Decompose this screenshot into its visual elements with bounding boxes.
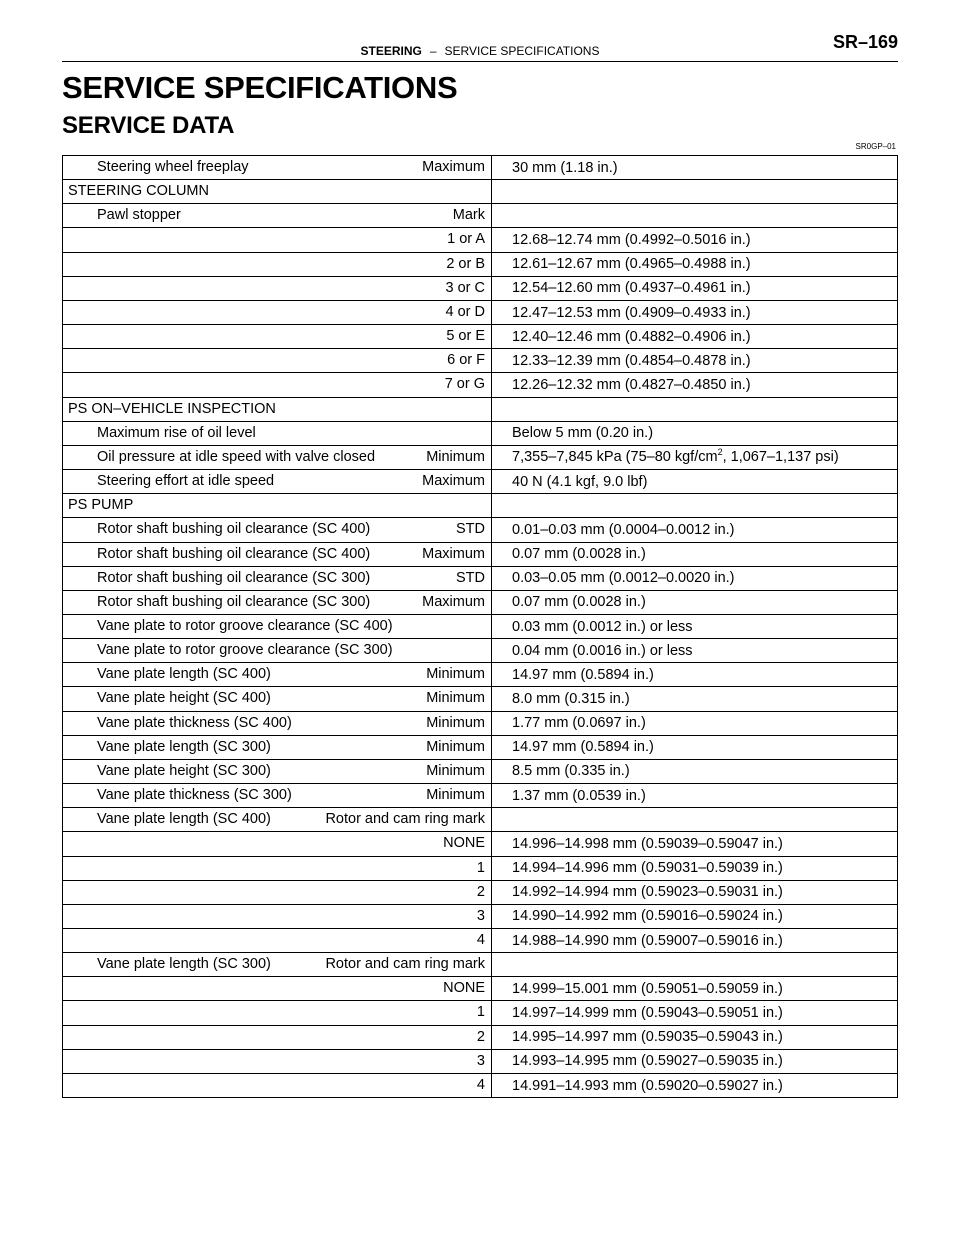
spec-value-cell [492, 204, 898, 228]
spec-condition: Mark [452, 207, 485, 224]
spec-item-cell [63, 228, 492, 252]
spec-condition: Minimum [426, 666, 485, 683]
spec-value: 14.999–15.001 mm (0.59051–0.59059 in.) [512, 980, 783, 997]
table-row [63, 880, 898, 904]
spec-item-cell [63, 880, 492, 904]
spec-condition: NONE [443, 980, 485, 997]
spec-condition: STD [456, 521, 485, 538]
spec-value: 7,355–7,845 kPa (75–80 kgf/cm [512, 449, 718, 466]
spec-item-cell [63, 904, 492, 928]
spec-item-cell [63, 204, 492, 228]
table-row [63, 711, 898, 735]
spec-value: 12.47–12.53 mm (0.4909–0.4933 in.) [512, 304, 751, 321]
spec-value-cell [492, 639, 898, 663]
spec-value-superscript: 2 [717, 447, 723, 458]
spec-value-cell [492, 494, 898, 518]
spec-item-cell [63, 1049, 492, 1073]
spec-item-label: Vane plate thickness (SC 300) [97, 787, 292, 804]
spec-item-cell [63, 711, 492, 735]
spec-value: 8.0 mm (0.315 in.) [512, 691, 630, 708]
spec-condition: 2 or B [446, 255, 485, 272]
table-row [63, 759, 898, 783]
spec-item-cell [63, 953, 492, 977]
table-row [63, 929, 898, 953]
page-number: SR–169 [832, 32, 898, 52]
spec-condition: Maximum [422, 593, 485, 610]
spec-value: 0.07 mm (0.0028 in.) [512, 546, 646, 563]
spec-value: 14.97 mm (0.5894 in.) [512, 666, 654, 683]
table-row [63, 1049, 898, 1073]
spec-value-cell [492, 856, 898, 880]
spec-item-cell [63, 590, 492, 614]
spec-item-cell [63, 1025, 492, 1049]
spec-condition: 4 or D [445, 303, 485, 320]
spec-value-cell [492, 276, 898, 300]
spec-condition: Minimum [426, 762, 485, 779]
table-row [63, 470, 898, 494]
section-title: SERVICE DATA [62, 112, 235, 139]
spec-item-label: Oil pressure at idle speed with valve closed [97, 448, 376, 465]
header-section: STEERING [360, 44, 422, 58]
table-row [63, 180, 898, 204]
table-row [63, 832, 898, 856]
spec-value: 12.40–12.46 mm (0.4882–0.4906 in.) [512, 328, 751, 345]
spec-item-cell [63, 518, 492, 542]
table-row [63, 373, 898, 397]
page-title: SERVICE SPECIFICATIONS [62, 70, 458, 105]
spec-item-cell [63, 397, 492, 421]
spec-condition: STD [456, 569, 485, 586]
spec-value-cell [492, 880, 898, 904]
spec-value: 0.03 mm (0.0012 in.) or less [512, 618, 693, 635]
table-row [63, 735, 898, 759]
spec-item-cell [63, 566, 492, 590]
table-row [63, 518, 898, 542]
spec-value-cell [492, 977, 898, 1001]
spec-value-cell [492, 953, 898, 977]
spec-condition: Minimum [426, 448, 485, 465]
spec-item-cell [63, 373, 492, 397]
spec-item-cell [63, 252, 492, 276]
spec-value-cell [492, 832, 898, 856]
spec-value-cell [492, 663, 898, 687]
spec-condition: 2 [476, 883, 485, 900]
spec-item-cell [63, 276, 492, 300]
header-separator: – [429, 44, 437, 58]
table-row [63, 421, 898, 445]
spec-item-cell [63, 663, 492, 687]
table-row [63, 614, 898, 638]
table-row [63, 1001, 898, 1025]
spec-value: 14.994–14.996 mm (0.59031–0.59039 in.) [512, 860, 783, 877]
spec-value-cell [492, 373, 898, 397]
spec-item-label: Rotor shaft bushing oil clearance (SC 300) [97, 593, 371, 610]
spec-value-cell [492, 711, 898, 735]
table-row [63, 784, 898, 808]
spec-item-cell [63, 325, 492, 349]
spec-value-cell [492, 397, 898, 421]
spec-item-cell [63, 614, 492, 638]
table-row [63, 300, 898, 324]
spec-condition: 1 or A [447, 231, 485, 248]
spec-value: 14.996–14.998 mm (0.59039–0.59047 in.) [512, 835, 783, 852]
header-breadcrumb [62, 44, 898, 58]
spec-value: Below 5 mm (0.20 in.) [512, 425, 654, 442]
spec-condition: Rotor and cam ring mark [325, 956, 485, 973]
spec-value-cell [492, 614, 898, 638]
spec-condition: 3 [476, 907, 485, 924]
spec-condition: 3 or C [445, 279, 485, 296]
spec-value: 12.54–12.60 mm (0.4937–0.4961 in.) [512, 280, 751, 297]
spec-value: 14.993–14.995 mm (0.59027–0.59035 in.) [512, 1053, 783, 1070]
spec-value-cell [492, 325, 898, 349]
spec-item-cell [63, 687, 492, 711]
table-row [63, 856, 898, 880]
spec-item-cell [63, 1001, 492, 1025]
spec-group-heading: PS PUMP [68, 497, 134, 514]
spec-condition: 5 or E [446, 328, 485, 345]
spec-value: 0.01–0.03 mm (0.0004–0.0012 in.) [512, 521, 735, 538]
spec-item-cell [63, 470, 492, 494]
spec-condition: Maximum [422, 159, 485, 175]
spec-value: 14.990–14.992 mm (0.59016–0.59024 in.) [512, 908, 783, 925]
table-row [63, 252, 898, 276]
spec-item-label: Maximum rise of oil level [97, 424, 256, 441]
spec-item-label: Vane plate height (SC 300) [97, 762, 271, 779]
spec-value: 14.97 mm (0.5894 in.) [512, 739, 654, 756]
table-row [63, 687, 898, 711]
table-row [63, 494, 898, 518]
spec-item-label: Rotor shaft bushing oil clearance (SC 400) [97, 545, 371, 562]
spec-value: 8.5 mm (0.335 in.) [512, 763, 630, 780]
spec-item-label: Vane plate length (SC 300) [97, 738, 271, 755]
figure-code: SR0GP–01 [855, 142, 896, 151]
table-row [63, 156, 898, 180]
spec-condition: 4 [476, 1076, 485, 1093]
spec-value-cell [492, 1049, 898, 1073]
spec-condition: 3 [476, 1052, 485, 1069]
spec-value: 14.992–14.994 mm (0.59023–0.59031 in.) [512, 884, 783, 901]
spec-value-cell [492, 252, 898, 276]
spec-item-cell [63, 784, 492, 808]
spec-value-cell [492, 929, 898, 953]
table-row [63, 542, 898, 566]
table-row [63, 204, 898, 228]
spec-item-cell [63, 156, 492, 180]
spec-value: 14.997–14.999 mm (0.59043–0.59051 in.) [512, 1005, 783, 1022]
spec-condition: Maximum [422, 473, 485, 490]
spec-value-cell [492, 735, 898, 759]
spec-item-cell [63, 929, 492, 953]
table-row [63, 349, 898, 373]
table-row [63, 397, 898, 421]
spec-condition: 1 [476, 1004, 485, 1021]
spec-value: 40 N (4.1 kgf, 9.0 lbf) [512, 473, 648, 490]
spec-value-cell [492, 156, 898, 180]
table-row [63, 977, 898, 1001]
spec-value-cell [492, 1073, 898, 1097]
spec-condition: 2 [476, 1028, 485, 1045]
spec-item-cell [63, 349, 492, 373]
spec-value: 12.68–12.74 mm (0.4992–0.5016 in.) [512, 232, 751, 249]
spec-value-cell [492, 421, 898, 445]
spec-condition: 1 [476, 859, 485, 876]
spec-value-cell [492, 904, 898, 928]
spec-item-label: Steering effort at idle speed [97, 473, 275, 490]
spec-item-cell [63, 542, 492, 566]
page-header [62, 32, 898, 62]
spec-item-cell [63, 300, 492, 324]
spec-value-cell [492, 1001, 898, 1025]
spec-item-label: Vane plate length (SC 400) [97, 666, 271, 683]
service-data-table [62, 155, 898, 1098]
spec-item-label: Vane plate to rotor groove clearance (SC 300) [97, 642, 393, 659]
spec-value-cell [492, 300, 898, 324]
spec-value: 0.03–0.05 mm (0.0012–0.0020 in.) [512, 570, 735, 587]
spec-item-label: Pawl stopper [97, 207, 181, 224]
spec-value: 12.33–12.39 mm (0.4854–0.4878 in.) [512, 352, 751, 369]
spec-condition: Minimum [426, 714, 485, 731]
spec-item-cell [63, 494, 492, 518]
table-row [63, 228, 898, 252]
spec-value-cell [492, 445, 898, 469]
spec-value-cell [492, 228, 898, 252]
spec-condition: Rotor and cam ring mark [325, 811, 485, 828]
spec-item-cell [63, 759, 492, 783]
table-row [63, 1073, 898, 1097]
spec-item-cell [63, 639, 492, 663]
spec-value-cell [492, 784, 898, 808]
table-row [63, 325, 898, 349]
spec-value: 14.995–14.997 mm (0.59035–0.59043 in.) [512, 1029, 783, 1046]
table-row [63, 590, 898, 614]
spec-value: 1.77 mm (0.0697 in.) [512, 715, 646, 732]
spec-item-cell [63, 445, 492, 469]
spec-value-cell [492, 349, 898, 373]
table-body [63, 156, 898, 1098]
spec-item-cell [63, 1073, 492, 1097]
spec-value: 12.26–12.32 mm (0.4827–0.4850 in.) [512, 376, 751, 393]
spec-value: 30 mm (1.18 in.) [512, 159, 618, 176]
spec-value: 12.61–12.67 mm (0.4965–0.4988 in.) [512, 256, 751, 273]
spec-value-cell [492, 1025, 898, 1049]
spec-value: 14.988–14.990 mm (0.59007–0.59016 in.) [512, 932, 783, 949]
spec-value-cell [492, 687, 898, 711]
spec-condition: Minimum [426, 787, 485, 804]
spec-item-label: Vane plate thickness (SC 400) [97, 714, 292, 731]
spec-value: 14.991–14.993 mm (0.59020–0.59027 in.) [512, 1077, 783, 1094]
spec-value-cell [492, 180, 898, 204]
spec-item-cell [63, 180, 492, 204]
spec-item-label: Vane plate height (SC 400) [97, 690, 271, 707]
table-row [63, 808, 898, 832]
table-row [63, 953, 898, 977]
spec-value: 0.07 mm (0.0028 in.) [512, 594, 646, 611]
spec-item-label: Steering wheel freeplay [97, 159, 249, 175]
spec-value-cell [492, 808, 898, 832]
spec-value-cell [492, 470, 898, 494]
spec-value: 0.04 mm (0.0016 in.) or less [512, 642, 693, 659]
spec-value-cell [492, 542, 898, 566]
spec-item-cell [63, 421, 492, 445]
spec-group-heading: STEERING COLUMN [68, 183, 209, 200]
table-row [63, 663, 898, 687]
spec-value-cell [492, 590, 898, 614]
spec-item-label: Vane plate length (SC 400) [97, 811, 271, 828]
table-row [63, 445, 898, 469]
spec-condition: 7 or G [444, 376, 485, 393]
spec-value-cell [492, 518, 898, 542]
table-row [63, 276, 898, 300]
spec-item-cell [63, 856, 492, 880]
spec-condition: Maximum [422, 545, 485, 562]
spec-item-label: Rotor shaft bushing oil clearance (SC 300) [97, 569, 371, 586]
spec-item-label: Vane plate length (SC 300) [97, 956, 271, 973]
spec-item-label: Vane plate to rotor groove clearance (SC 400) [97, 617, 393, 634]
header-rule [62, 61, 898, 62]
spec-group-heading: PS ON–VEHICLE INSPECTION [68, 400, 276, 417]
spec-item-cell [63, 808, 492, 832]
spec-item-cell [63, 832, 492, 856]
spec-condition: 4 [476, 932, 485, 948]
spec-condition: Minimum [426, 690, 485, 707]
spec-value-cell [492, 566, 898, 590]
table-row [63, 566, 898, 590]
header-subsection: SERVICE SPECIFICATIONS [444, 44, 600, 58]
spec-value-tail: , 1,067–1,137 psi) [722, 449, 839, 466]
table-row [63, 1025, 898, 1049]
table-row [63, 639, 898, 663]
spec-condition: 6 or F [447, 352, 485, 369]
table-row [63, 904, 898, 928]
spec-value: 1.37 mm (0.0539 in.) [512, 787, 646, 804]
spec-item-cell [63, 735, 492, 759]
spec-item-label: Rotor shaft bushing oil clearance (SC 400) [97, 521, 371, 538]
spec-condition: NONE [443, 835, 485, 852]
spec-item-cell [63, 977, 492, 1001]
spec-condition: Minimum [426, 738, 485, 755]
spec-value-cell [492, 759, 898, 783]
